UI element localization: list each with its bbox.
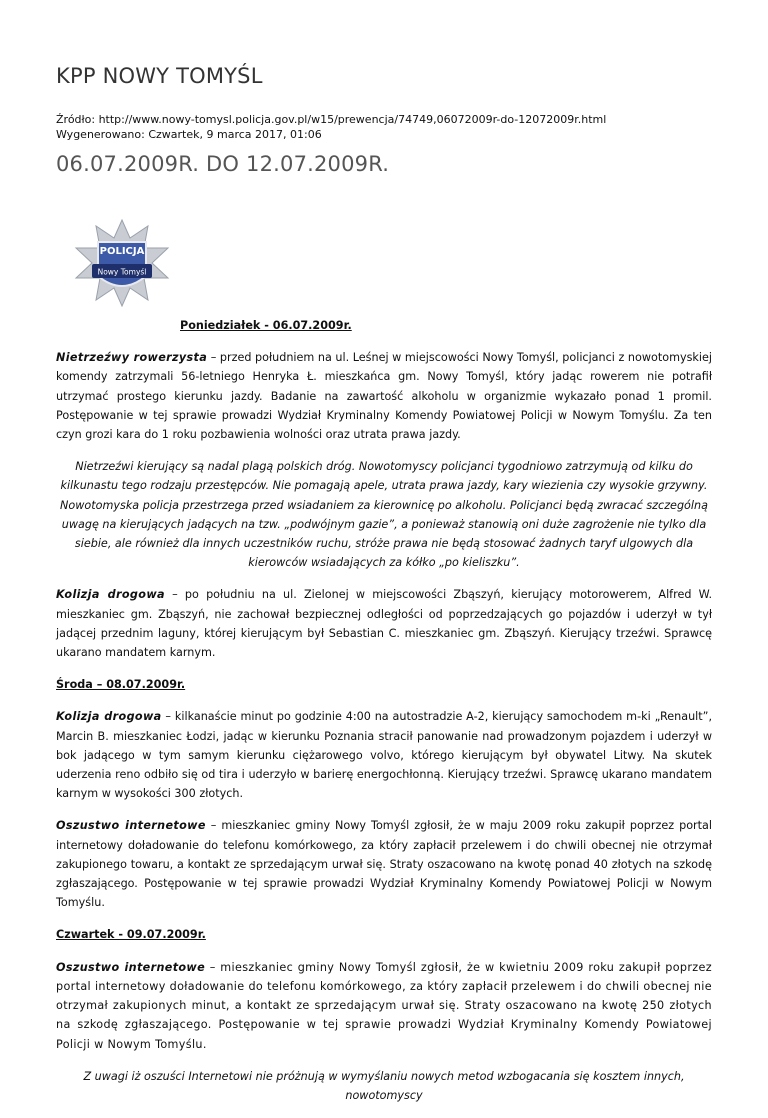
news-item (56, 958, 712, 1054)
generated-line: Wygenerowano: Czwartek, 9 marca 2017, 01:06 (56, 128, 322, 141)
item-lead: Kolizja drogowa (56, 710, 162, 724)
police-star-badge-icon (64, 218, 176, 308)
item-text: – kilkanaście minut po godzinie 4:00 na autostradzie A-2, kierujący samochodem m-ki „Renault”, Marcin B. mieszkaniec Łodzi, jadąc w kierunku Poznania stracił panowanie nad prowadzonym pojazdem i uderzył w bok jadącego w tym samym kierunku ciężarowego volvo, którego kierującym był obywatel Litwy. Na skutek uderzenia reno odbiło się od tira i uderzyło w barierę energochłonną. Kierujący trzeźwi. Sprawcę ukarano mandatem karnym w wysokości 300 złotych. (56, 710, 713, 801)
item-text: – mieszkaniec gminy Nowy Tomyśl zgłosił, że w kwietniu 2009 roku zakupił poprzez portal internetowy doładowanie do telefonu komórkowego, za który zapłacił przelewem i do chwili obecnej nie otrzymał zakupionych minut, a kontakt ze sprzedającym urwał się. Straty oszacowano na kwotę 250 złotych na szkodę zgłaszającego. Postępowanie w tej sprawie prowadzi Wydział Kryminalny Komendy Powiatowej Policji w Nowym Tomyślu. (56, 960, 712, 1051)
item-text: – po południu na ul. Zielonej w miejscowości Zbąszyń, kierujący motorowerem, Alfred W. mieszkaniec gm. Zbąszyń, nie zachował bezpiecznej odległości od poprzedzających go pojazdów i uderzył w tył jadącej przednim laguny, której kierującym był Sebastian C. mieszkaniec gm. Zbąszyń. Kierujący trzeźwi. Sprawcę ukarano mandatem karnym. (56, 588, 712, 660)
badge-text-top: POLICJA (99, 246, 145, 257)
article-body (56, 316, 712, 1118)
site-title: KPP NOWY TOMYŚL (56, 64, 263, 88)
item-text: – przed południem na ul. Leśnej w miejscowości Nowy Tomyśl, policjanci z nowotomyskiej komendy zatrzymali 56-letniego Henryka Ł. mieszkańca gm. Nowy Tomyśl, który jadąc rowerem nie potrafił utrzymać prostego kierunku jazdy. Badanie na zawartość alkoholu w organizmie wykazało ponad 1 promil. Postępowanie w tej sprawie prowadzi Wydział Kryminalny Komendy Powiatowej Policji w Nowym Tomyślu. Za ten czyn grozi kara do 1 roku pozbawienia wolności oraz utrata prawa jazdy. (56, 351, 712, 442)
warning-quote: Z uwagi iż oszuści Internetowi nie próżnują w wymyślaniu nowych metod wzbogacania się kosztem innych, nowotomyscy (83, 1069, 685, 1102)
source-line: Źródło: http://www.nowy-tomysl.policja.gov.pl/w15/prewencja/74749,06072009r-do-12072009r.html (56, 113, 607, 126)
news-item (56, 348, 712, 444)
news-item (56, 816, 712, 912)
item-lead: Kolizja drogowa (56, 588, 165, 602)
day-heading: Czwartek - 09.07.2009r. (56, 928, 206, 942)
day-heading: Środa – 08.07.2009r. (56, 678, 186, 692)
warning-quote: Nietrzeźwi kierujący są nadal plagą polskich dróg. Nowotomyscy policjanci tygodniowo zatrzymują od kilku do kilkunastu tego rodzaju przestępców. Nie pomagają apele, utrata prawa jazdy, kary wiezienia czy wysokie grzywny. Nowotomyska policja przestrzega przed wsiadaniem za kierownicę po alkoholu. Policjanci będą zwracać szczególną uwagę na kierujących jadących na tzw. „podwójnym gazie”, a ponieważ stanowią oni duże zagrożenie nie tylko dla siebie, ale również dla innych uczestników ruchu, stróże prawa nie będą stosować żadnych taryf ulgowych dla kierowców wsiadających za kółko „po kieliszku”. (60, 460, 708, 570)
badge-text-bottom: Nowy Tomyśl (97, 267, 147, 277)
news-item (56, 585, 712, 662)
item-lead: Oszustwo internetowe (56, 960, 206, 974)
item-text: – mieszkaniec gminy Nowy Tomyśl zgłosił, że w maju 2009 roku zakupił poprzez portal internetowy doładowanie do telefonu komórkowego, za który zapłacił przelewem i do chwili obecnej nie otrzymał zakupionego towaru, a kontakt ze sprzedającym urwał się. Straty oszacowano na kwotę ponad 40 złotych na szkodę zgłaszającego. Postępowanie w tej sprawie prowadzi Wydział Kryminalny Komendy Powiatowej Policji w Nowym Tomyślu. (56, 819, 712, 910)
item-lead: Oszustwo internetowe (56, 819, 206, 833)
day-heading: Poniedziałek - 06.07.2009r. (180, 319, 352, 332)
item-lead: Nietrzeźwy rowerzysta (56, 351, 208, 365)
document-meta (56, 112, 606, 142)
news-item (56, 707, 712, 803)
article-title: 06.07.2009R. DO 12.07.2009R. (56, 152, 390, 176)
